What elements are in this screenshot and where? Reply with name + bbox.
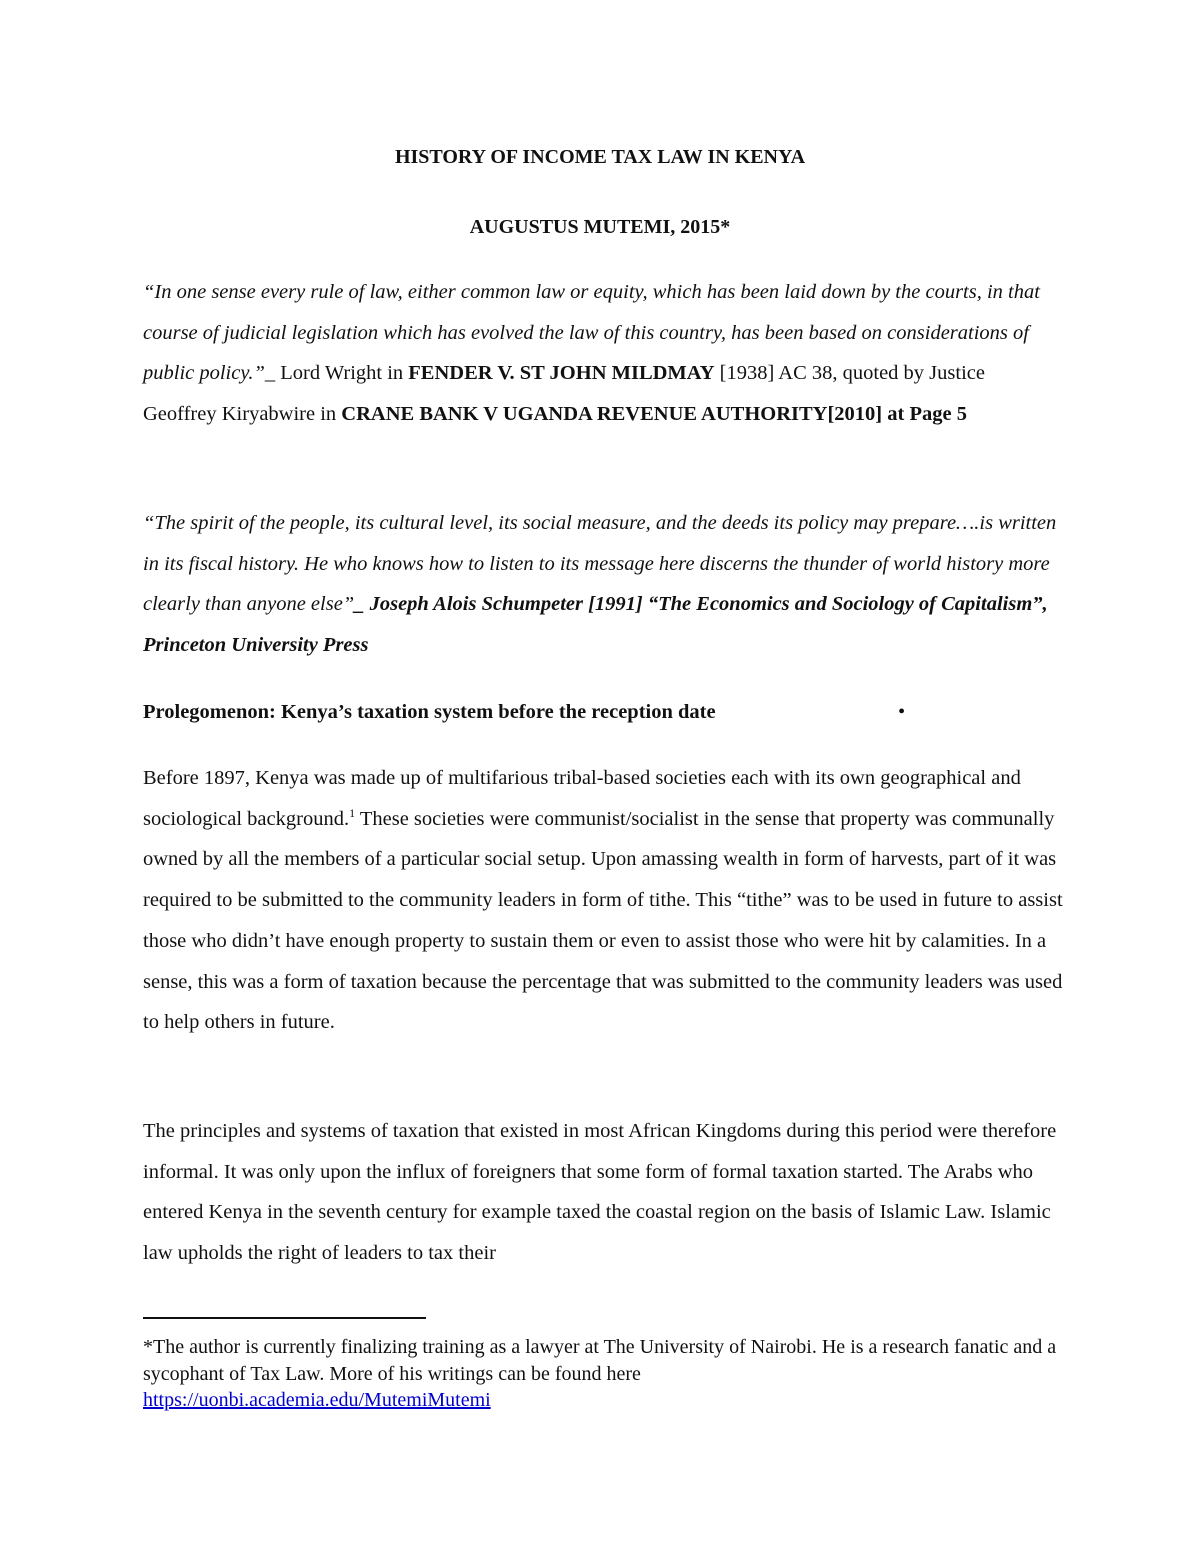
epigraph-quote-1 — [143, 272, 1063, 435]
quote-2-text: “The spirit of the people, its cultural level, its social measure, and the deeds its policy may prepare….is written in its fiscal history. He who knows how to listen to its message here discerns the thunder of world history more clearly than anyone else” — [143, 512, 1057, 616]
footnote-reference[interactable]: 1 — [349, 805, 356, 820]
section-heading-label: Prolegomenon: — [143, 701, 276, 723]
footnote — [143, 1334, 1073, 1414]
epigraph-quote-2 — [143, 503, 1063, 666]
footnote-separator — [143, 1317, 426, 1319]
quote-1-text: “In one sense every rule of law, either common law or equity, which has been laid down by the courts, in that course of judicial legislation which has evolved the law of this country, has been based on considerations of public policy.” — [143, 281, 1040, 385]
body-paragraph-1 — [143, 758, 1063, 1043]
document-title: HISTORY OF INCOME TAX LAW IN KENYA — [394, 146, 806, 168]
author-line: AUGUSTUS MUTEMI, 2015* — [469, 216, 731, 238]
quote-1-attribution-intro: _ Lord Wright in — [264, 362, 409, 385]
quote-2-attribution: _ Joseph Alois Schumpeter [1991] “The Economics and Sociology of Capitalism”, Princeton University Press — [143, 593, 1048, 657]
footnote-text: *The author is currently finalizing training as a lawyer at The University of Nairobi. He is a research fanatic and a sycophant of Tax Law. More of his writings can be found here — [143, 1336, 1057, 1385]
quote-1-citation: [1938] AC 38, quoted by Justice Geoffrey Kiryabwire in — [143, 362, 985, 426]
body-paragraph-2: The principles and systems of taxation that existed in most African Kingdoms during this period were therefore informal. It was only upon the influx of foreigners that some form of formal taxation started. The Arabs who entered Kenya in the seventh century for example taxed the coastal region on the basis of Islamic Law. Islamic law upholds the right of leaders to tax their — [143, 1120, 1057, 1265]
section-heading — [143, 692, 1063, 733]
paragraph-1-text-before-note: Before 1897, Kenya was made up of multifarious tribal-based societies each with its own geographical and sociological background. — [143, 767, 1021, 830]
quote-1-case-2: CRANE BANK V UGANDA REVENUE AUTHORITY[2010] at Page 5 — [341, 403, 967, 426]
quote-1-case-1: FENDER V. ST JOHN MILDMAY — [408, 362, 715, 385]
footnote-link[interactable]: https://uonbi.academia.edu/MutemiMutemi — [143, 1389, 491, 1411]
paragraph-1-text-after-note: These societies were communist/socialist in the sense that property was communally owned by all the members of a particular social setup. Upon amassing wealth in form of harvests, part of it was required to be submitted to the community leaders in form of tithe. This “tithe” was to be used in future to assist those who didn’t have enough property to sustain them or even to assist those who were hit by calamities. In a sense, this was a form of taxation because the percentage that was submitted to the community leaders was used to help others in future. — [143, 807, 1063, 1034]
section-bullet: • — [898, 701, 906, 723]
section-heading-text: Kenya’s taxation system before the reception date — [275, 701, 716, 723]
